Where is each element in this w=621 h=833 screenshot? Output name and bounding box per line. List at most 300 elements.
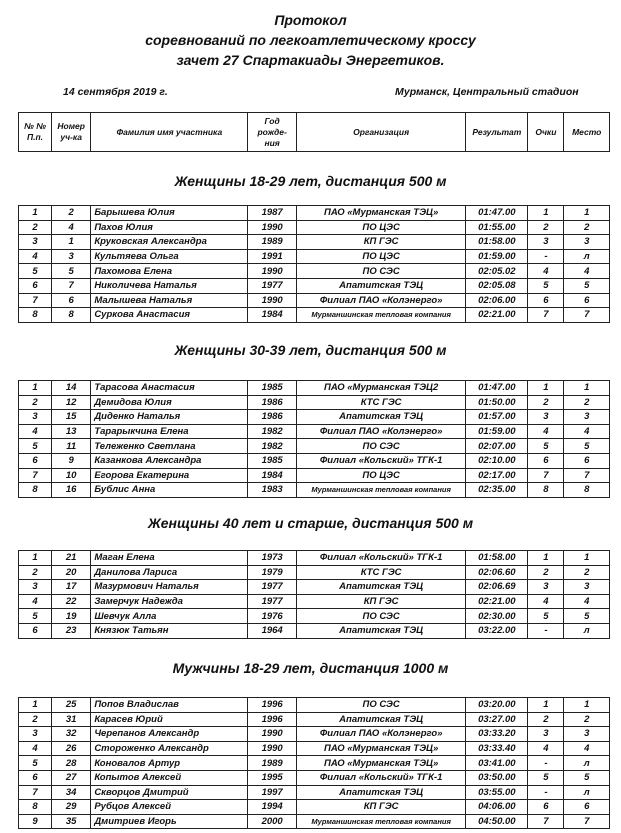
- result-cell: 04:50.00: [466, 814, 528, 829]
- points-cell: 2: [528, 395, 564, 410]
- organization-cell: ПАО «Мурманская ТЭЦ»: [296, 741, 465, 756]
- participant-name-cell: Мазурмович Наталья: [91, 580, 248, 595]
- participant-num-cell: 3: [52, 249, 91, 264]
- participant-num-cell: 14: [52, 381, 91, 396]
- row-num-cell: 1: [19, 698, 52, 713]
- participant-num-cell: 7: [52, 278, 91, 293]
- row-num-cell: 4: [19, 594, 52, 609]
- section-title: Женщины 40 лет и старше, дистанция 500 м: [147, 515, 474, 531]
- organization-cell: ПО СЭС: [296, 698, 465, 713]
- organization-cell: Апатитская ТЭЦ: [296, 712, 465, 727]
- points-cell: 3: [528, 727, 564, 742]
- col-org: Организация: [296, 113, 465, 152]
- organization-cell: КП ГЭС: [296, 235, 465, 250]
- organization-cell: ПАО «Мурманская ТЭЦ»: [296, 206, 465, 221]
- row-num-cell: 3: [19, 727, 52, 742]
- participant-num-cell: 26: [52, 741, 91, 756]
- organization-cell: КП ГЭС: [296, 800, 465, 815]
- participant-name-cell: Пахов Юлия: [91, 220, 248, 235]
- participant-num-cell: 10: [52, 468, 91, 483]
- table-row: [19, 410, 610, 425]
- place-cell: 7: [564, 468, 610, 483]
- participant-num-cell: 13: [52, 424, 91, 439]
- birth-year-cell: 1996: [248, 712, 297, 727]
- row-num-cell: 6: [19, 770, 52, 785]
- organization-cell: ПО СЭС: [296, 439, 465, 454]
- participant-num-cell: 32: [52, 727, 91, 742]
- organization-cell: Мурманшинская тепловая компания: [296, 308, 465, 323]
- row-num-cell: 7: [19, 468, 52, 483]
- table-row: [19, 278, 610, 293]
- place-cell: 2: [564, 565, 610, 580]
- table-row: [19, 785, 610, 800]
- participant-num-cell: 4: [52, 220, 91, 235]
- birth-year-cell: 1984: [248, 308, 297, 323]
- row-num-cell: 8: [19, 483, 52, 498]
- result-cell: 03:22.00: [466, 623, 528, 638]
- result-cell: 02:21.00: [466, 308, 528, 323]
- participant-num-cell: 1: [52, 235, 91, 250]
- section-title: Мужчины 18-29 лет, дистанция 1000 м: [172, 660, 449, 676]
- participant-name-cell: Данилова Лариса: [91, 565, 248, 580]
- row-num-cell: 7: [19, 785, 52, 800]
- result-cell: 01:59.00: [466, 424, 528, 439]
- organization-cell: ПО ЦЭС: [296, 249, 465, 264]
- participant-num-cell: 20: [52, 565, 91, 580]
- row-num-cell: 4: [19, 741, 52, 756]
- participant-num-cell: 22: [52, 594, 91, 609]
- results-table: [18, 550, 610, 639]
- organization-cell: Апатитская ТЭЦ: [296, 623, 465, 638]
- participant-num-cell: 19: [52, 609, 91, 624]
- participant-name-cell: Коновалов Артур: [91, 756, 248, 771]
- doc-subtitle-2: зачет 27 Спартакиады Энергетиков.: [176, 52, 445, 68]
- doc-subtitle: соревнований по легкоатлетическому кроссу: [145, 32, 476, 48]
- result-cell: 03:55.00: [466, 785, 528, 800]
- participant-num-cell: 35: [52, 814, 91, 829]
- points-cell: 2: [528, 712, 564, 727]
- organization-cell: Апатитская ТЭЦ: [296, 278, 465, 293]
- place-cell: л: [564, 249, 610, 264]
- table-row: [19, 623, 610, 638]
- place-cell: 1: [564, 381, 610, 396]
- participant-num-cell: 21: [52, 551, 91, 566]
- birth-year-cell: 1977: [248, 278, 297, 293]
- results-table: [18, 380, 610, 498]
- participant-num-cell: 6: [52, 293, 91, 308]
- organization-cell: Филиал «Кольский» ТГК-1: [296, 453, 465, 468]
- participant-num-cell: 15: [52, 410, 91, 425]
- participant-name-cell: Круковская Александра: [91, 235, 248, 250]
- place-cell: 5: [564, 278, 610, 293]
- points-cell: 2: [528, 220, 564, 235]
- place-cell: 7: [564, 814, 610, 829]
- result-cell: 02:17.00: [466, 468, 528, 483]
- organization-cell: Филиал «Кольский» ТГК-1: [296, 770, 465, 785]
- points-cell: 3: [528, 235, 564, 250]
- organization-cell: Апатитская ТЭЦ: [296, 410, 465, 425]
- participant-num-cell: 17: [52, 580, 91, 595]
- participant-name-cell: Егорова Екатерина: [91, 468, 248, 483]
- place-cell: 5: [564, 770, 610, 785]
- organization-cell: Мурманшинская тепловая компания: [296, 483, 465, 498]
- result-cell: 03:33.20: [466, 727, 528, 742]
- row-num-cell: 4: [19, 249, 52, 264]
- table-row: [19, 308, 610, 323]
- table-row: [19, 453, 610, 468]
- result-cell: 01:57.00: [466, 410, 528, 425]
- points-cell: -: [528, 785, 564, 800]
- result-cell: 04:06.00: [466, 800, 528, 815]
- organization-cell: Филиал ПАО «Колэнерго»: [296, 727, 465, 742]
- birth-year-cell: 1985: [248, 453, 297, 468]
- row-num-cell: 2: [19, 712, 52, 727]
- place-cell: 6: [564, 453, 610, 468]
- birth-year-cell: 1990: [248, 741, 297, 756]
- participant-name-cell: Черепанов Александр: [91, 727, 248, 742]
- birth-year-cell: 1989: [248, 756, 297, 771]
- table-row: [19, 249, 610, 264]
- col-num: № № П.п.: [19, 113, 52, 152]
- birth-year-cell: 1994: [248, 800, 297, 815]
- participant-name-cell: Тележенко Светлана: [91, 439, 248, 454]
- points-cell: 1: [528, 206, 564, 221]
- results-table: [18, 697, 610, 829]
- result-cell: 02:06.69: [466, 580, 528, 595]
- table-row: [19, 712, 610, 727]
- points-cell: 7: [528, 468, 564, 483]
- participant-name-cell: Замерчук Надежда: [91, 594, 248, 609]
- participant-num-cell: 12: [52, 395, 91, 410]
- row-num-cell: 5: [19, 756, 52, 771]
- participant-name-cell: Тарарыкчина Елена: [91, 424, 248, 439]
- place-cell: 2: [564, 395, 610, 410]
- participant-num-cell: 28: [52, 756, 91, 771]
- birth-year-cell: 1991: [248, 249, 297, 264]
- points-cell: 2: [528, 565, 564, 580]
- column-header-table: [18, 112, 610, 152]
- row-num-cell: 6: [19, 453, 52, 468]
- table-row: [19, 814, 610, 829]
- result-cell: 02:21.00: [466, 594, 528, 609]
- participant-num-cell: 5: [52, 264, 91, 279]
- participant-num-cell: 2: [52, 206, 91, 221]
- participant-num-cell: 23: [52, 623, 91, 638]
- table-row: [19, 293, 610, 308]
- points-cell: 1: [528, 381, 564, 396]
- row-num-cell: 6: [19, 623, 52, 638]
- result-cell: 03:41.00: [466, 756, 528, 771]
- organization-cell: Мурманшинская тепловая компания: [296, 814, 465, 829]
- row-num-cell: 3: [19, 410, 52, 425]
- place-cell: 3: [564, 410, 610, 425]
- place-cell: 2: [564, 712, 610, 727]
- participant-name-cell: Копытов Алексей: [91, 770, 248, 785]
- participant-num-cell: 27: [52, 770, 91, 785]
- participant-name-cell: Казанкова Александра: [91, 453, 248, 468]
- participant-name-cell: Бублис Анна: [91, 483, 248, 498]
- points-cell: 4: [528, 264, 564, 279]
- birth-year-cell: 1979: [248, 565, 297, 580]
- table-row: [19, 424, 610, 439]
- col-result: Результат: [466, 113, 528, 152]
- row-num-cell: 9: [19, 814, 52, 829]
- participant-num-cell: 11: [52, 439, 91, 454]
- col-participant: Номер уч-ка: [52, 113, 91, 152]
- birth-year-cell: 1990: [248, 220, 297, 235]
- table-row: [19, 220, 610, 235]
- birth-year-cell: 1990: [248, 264, 297, 279]
- participant-name-cell: Попов Владислав: [91, 698, 248, 713]
- col-points: Очки: [528, 113, 564, 152]
- birth-year-cell: 1996: [248, 698, 297, 713]
- birth-year-cell: 1990: [248, 293, 297, 308]
- participant-num-cell: 9: [52, 453, 91, 468]
- participant-num-cell: 29: [52, 800, 91, 815]
- result-cell: 01:55.00: [466, 220, 528, 235]
- participant-name-cell: Карасев Юрий: [91, 712, 248, 727]
- row-num-cell: 2: [19, 565, 52, 580]
- participant-name-cell: Суркова Анастасия: [91, 308, 248, 323]
- result-cell: 02:35.00: [466, 483, 528, 498]
- birth-year-cell: 1985: [248, 381, 297, 396]
- result-cell: 02:05.02: [466, 264, 528, 279]
- points-cell: 4: [528, 594, 564, 609]
- points-cell: 5: [528, 278, 564, 293]
- table-row: [19, 580, 610, 595]
- place-cell: 7: [564, 308, 610, 323]
- birth-year-cell: 2000: [248, 814, 297, 829]
- participant-name-cell: Пахомова Елена: [91, 264, 248, 279]
- table-row: [19, 483, 610, 498]
- row-num-cell: 5: [19, 264, 52, 279]
- birth-year-cell: 1977: [248, 594, 297, 609]
- row-num-cell: 1: [19, 551, 52, 566]
- result-cell: 02:30.00: [466, 609, 528, 624]
- row-num-cell: 5: [19, 609, 52, 624]
- points-cell: 5: [528, 609, 564, 624]
- place-cell: л: [564, 785, 610, 800]
- points-cell: 6: [528, 453, 564, 468]
- col-name: Фамилия имя участника: [91, 113, 248, 152]
- table-row: [19, 698, 610, 713]
- table-row: [19, 551, 610, 566]
- result-cell: 01:47.00: [466, 381, 528, 396]
- table-row: [19, 727, 610, 742]
- place-cell: 4: [564, 741, 610, 756]
- place-cell: л: [564, 623, 610, 638]
- table-row: [19, 756, 610, 771]
- points-cell: 8: [528, 483, 564, 498]
- row-num-cell: 2: [19, 395, 52, 410]
- place-cell: 6: [564, 800, 610, 815]
- organization-cell: Апатитская ТЭЦ: [296, 580, 465, 595]
- result-cell: 03:50.00: [466, 770, 528, 785]
- organization-cell: Апатитская ТЭЦ: [296, 785, 465, 800]
- row-num-cell: 3: [19, 580, 52, 595]
- birth-year-cell: 1984: [248, 468, 297, 483]
- result-cell: 03:20.00: [466, 698, 528, 713]
- table-row: [19, 381, 610, 396]
- table-row: [19, 594, 610, 609]
- points-cell: -: [528, 249, 564, 264]
- points-cell: 1: [528, 551, 564, 566]
- place-cell: 1: [564, 551, 610, 566]
- place-cell: л: [564, 756, 610, 771]
- birth-year-cell: 1976: [248, 609, 297, 624]
- result-cell: 02:05.08: [466, 278, 528, 293]
- result-cell: 01:50.00: [466, 395, 528, 410]
- organization-cell: ПАО «Мурманская ТЭЦ»: [296, 756, 465, 771]
- row-num-cell: 5: [19, 439, 52, 454]
- birth-year-cell: 1997: [248, 785, 297, 800]
- birth-year-cell: 1995: [248, 770, 297, 785]
- participant-name-cell: Скворцов Дмитрий: [91, 785, 248, 800]
- participant-name-cell: Рубцов Алексей: [91, 800, 248, 815]
- points-cell: 3: [528, 580, 564, 595]
- participant-name-cell: Диденко Наталья: [91, 410, 248, 425]
- birth-year-cell: 1986: [248, 410, 297, 425]
- place-cell: 3: [564, 235, 610, 250]
- event-place: Мурманск, Центральный стадион: [395, 86, 579, 98]
- participant-num-cell: 34: [52, 785, 91, 800]
- event-date: 14 сентября 2019 г.: [63, 86, 168, 98]
- participant-name-cell: Тарасова Анастасия: [91, 381, 248, 396]
- result-cell: 03:27.00: [466, 712, 528, 727]
- points-cell: 5: [528, 439, 564, 454]
- participant-name-cell: Культяева Ольга: [91, 249, 248, 264]
- table-row: [19, 439, 610, 454]
- participant-name-cell: Николичева Наталья: [91, 278, 248, 293]
- table-row: [19, 800, 610, 815]
- points-cell: 1: [528, 698, 564, 713]
- participant-name-cell: Стороженко Александр: [91, 741, 248, 756]
- section-title: Женщины 18-29 лет, дистанция 500 м: [174, 173, 447, 189]
- table-row: [19, 235, 610, 250]
- points-cell: 6: [528, 293, 564, 308]
- birth-year-cell: 1977: [248, 580, 297, 595]
- place-cell: 5: [564, 609, 610, 624]
- col-year: Год рожде-ния: [248, 113, 297, 152]
- participant-name-cell: Барышева Юлия: [91, 206, 248, 221]
- participant-num-cell: 8: [52, 308, 91, 323]
- participant-name-cell: Маган Елена: [91, 551, 248, 566]
- points-cell: 7: [528, 814, 564, 829]
- table-row: [19, 565, 610, 580]
- birth-year-cell: 1986: [248, 395, 297, 410]
- table-row: [19, 468, 610, 483]
- participant-name-cell: Князюк Татьян: [91, 623, 248, 638]
- points-cell: 4: [528, 424, 564, 439]
- result-cell: 01:59.00: [466, 249, 528, 264]
- participant-name-cell: Шевчук Алла: [91, 609, 248, 624]
- table-row: [19, 395, 610, 410]
- place-cell: 1: [564, 698, 610, 713]
- points-cell: 3: [528, 410, 564, 425]
- row-num-cell: 7: [19, 293, 52, 308]
- participant-num-cell: 31: [52, 712, 91, 727]
- place-cell: 3: [564, 580, 610, 595]
- row-num-cell: 6: [19, 278, 52, 293]
- row-num-cell: 1: [19, 381, 52, 396]
- points-cell: 7: [528, 308, 564, 323]
- participant-num-cell: 16: [52, 483, 91, 498]
- place-cell: 3: [564, 727, 610, 742]
- result-cell: 02:07.00: [466, 439, 528, 454]
- organization-cell: КТС ГЭС: [296, 395, 465, 410]
- birth-year-cell: 1990: [248, 727, 297, 742]
- participant-num-cell: 25: [52, 698, 91, 713]
- table-row: [19, 770, 610, 785]
- place-cell: 4: [564, 264, 610, 279]
- result-cell: 03:33.40: [466, 741, 528, 756]
- place-cell: 6: [564, 293, 610, 308]
- table-row: [19, 609, 610, 624]
- organization-cell: КП ГЭС: [296, 594, 465, 609]
- table-row: [19, 206, 610, 221]
- result-cell: 01:58.00: [466, 235, 528, 250]
- row-num-cell: 8: [19, 800, 52, 815]
- birth-year-cell: 1964: [248, 623, 297, 638]
- points-cell: 6: [528, 800, 564, 815]
- place-cell: 2: [564, 220, 610, 235]
- organization-cell: ПАО «Мурманская ТЭЦ2: [296, 381, 465, 396]
- points-cell: 5: [528, 770, 564, 785]
- place-cell: 1: [564, 206, 610, 221]
- doc-title: Протокол: [274, 12, 347, 28]
- points-cell: -: [528, 756, 564, 771]
- birth-year-cell: 1982: [248, 424, 297, 439]
- result-cell: 02:10.00: [466, 453, 528, 468]
- organization-cell: Филиал ПАО «Колэнерго»: [296, 293, 465, 308]
- row-num-cell: 8: [19, 308, 52, 323]
- birth-year-cell: 1987: [248, 206, 297, 221]
- birth-year-cell: 1982: [248, 439, 297, 454]
- result-cell: 01:58.00: [466, 551, 528, 566]
- organization-cell: Филиал ПАО «Колэнерго»: [296, 424, 465, 439]
- result-cell: 02:06.00: [466, 293, 528, 308]
- participant-name-cell: Демидова Юлия: [91, 395, 248, 410]
- row-num-cell: 2: [19, 220, 52, 235]
- organization-cell: ПО СЭС: [296, 609, 465, 624]
- row-num-cell: 1: [19, 206, 52, 221]
- result-cell: 02:06.60: [466, 565, 528, 580]
- organization-cell: ПО ЦЭС: [296, 468, 465, 483]
- place-cell: 4: [564, 424, 610, 439]
- place-cell: 8: [564, 483, 610, 498]
- place-cell: 5: [564, 439, 610, 454]
- results-table: [18, 205, 610, 323]
- organization-cell: ПО СЭС: [296, 264, 465, 279]
- organization-cell: Филиал «Кольский» ТГК-1: [296, 551, 465, 566]
- organization-cell: ПО ЦЭС: [296, 220, 465, 235]
- organization-cell: КТС ГЭС: [296, 565, 465, 580]
- participant-name-cell: Малышева Наталья: [91, 293, 248, 308]
- birth-year-cell: 1973: [248, 551, 297, 566]
- points-cell: 4: [528, 741, 564, 756]
- birth-year-cell: 1983: [248, 483, 297, 498]
- birth-year-cell: 1989: [248, 235, 297, 250]
- table-row: [19, 741, 610, 756]
- table-row: [19, 264, 610, 279]
- row-num-cell: 3: [19, 235, 52, 250]
- place-cell: 4: [564, 594, 610, 609]
- points-cell: -: [528, 623, 564, 638]
- participant-name-cell: Дмитриев Игорь: [91, 814, 248, 829]
- result-cell: 01:47.00: [466, 206, 528, 221]
- col-place: Место: [564, 113, 610, 152]
- section-title: Женщины 30-39 лет, дистанция 500 м: [174, 342, 447, 358]
